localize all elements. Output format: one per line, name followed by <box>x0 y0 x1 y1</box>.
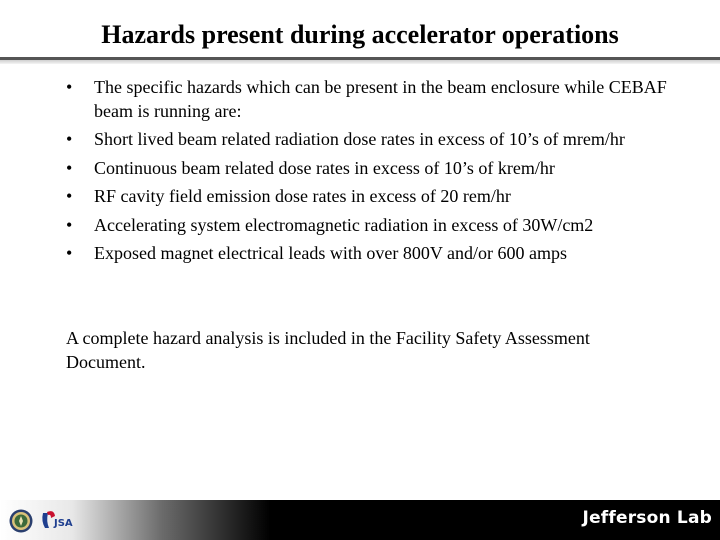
bullet-text: Continuous beam related dose rates in excess of 10’s of krem/hr <box>94 157 555 178</box>
bullet-marker: • <box>66 157 73 178</box>
hazard-bullet-list <box>66 76 676 271</box>
summary-paragraph: A complete hazard analysis is included in the Facility Safety Assessment Document. <box>66 328 590 372</box>
jefferson-lab-logo: Jefferson Lab <box>582 508 712 528</box>
doe-seal-icon <box>9 509 33 533</box>
slide-title: Hazards present during accelerator operations <box>101 20 619 49</box>
header-divider-shadow <box>0 60 720 64</box>
bullet-marker: • <box>66 186 73 206</box>
bullet-text: Exposed magnet electrical leads with over 800V and/or 600 amps <box>94 243 568 263</box>
bullet-item <box>66 242 676 266</box>
bullet-text: Short lived beam related radiation dose rates in excess of 10’s of mrem/hr <box>94 129 625 149</box>
footer-bar <box>0 500 720 540</box>
jsa-logo-text: JSA <box>54 518 73 529</box>
bullet-marker: • <box>66 243 73 263</box>
bullet-marker: • <box>66 214 73 235</box>
bullet-text: RF cavity field emission dose rates in excess of 20 rem/hr <box>94 186 511 206</box>
bullet-item <box>66 214 676 238</box>
bullet-marker: • <box>66 77 73 97</box>
bullet-text: Accelerating system electromagnetic radiation in excess of 30W/cm2 <box>94 214 594 235</box>
bullet-item <box>66 76 676 123</box>
slide-header <box>0 0 720 62</box>
bullet-item <box>66 128 676 152</box>
bullet-item <box>66 157 676 181</box>
bullet-item <box>66 185 676 209</box>
bullet-marker: • <box>66 129 73 149</box>
bullet-text: The specific hazards which can be present in the beam enclosure while CEBAF beam is running are: <box>94 77 667 121</box>
jsa-logo-icon <box>40 510 74 532</box>
